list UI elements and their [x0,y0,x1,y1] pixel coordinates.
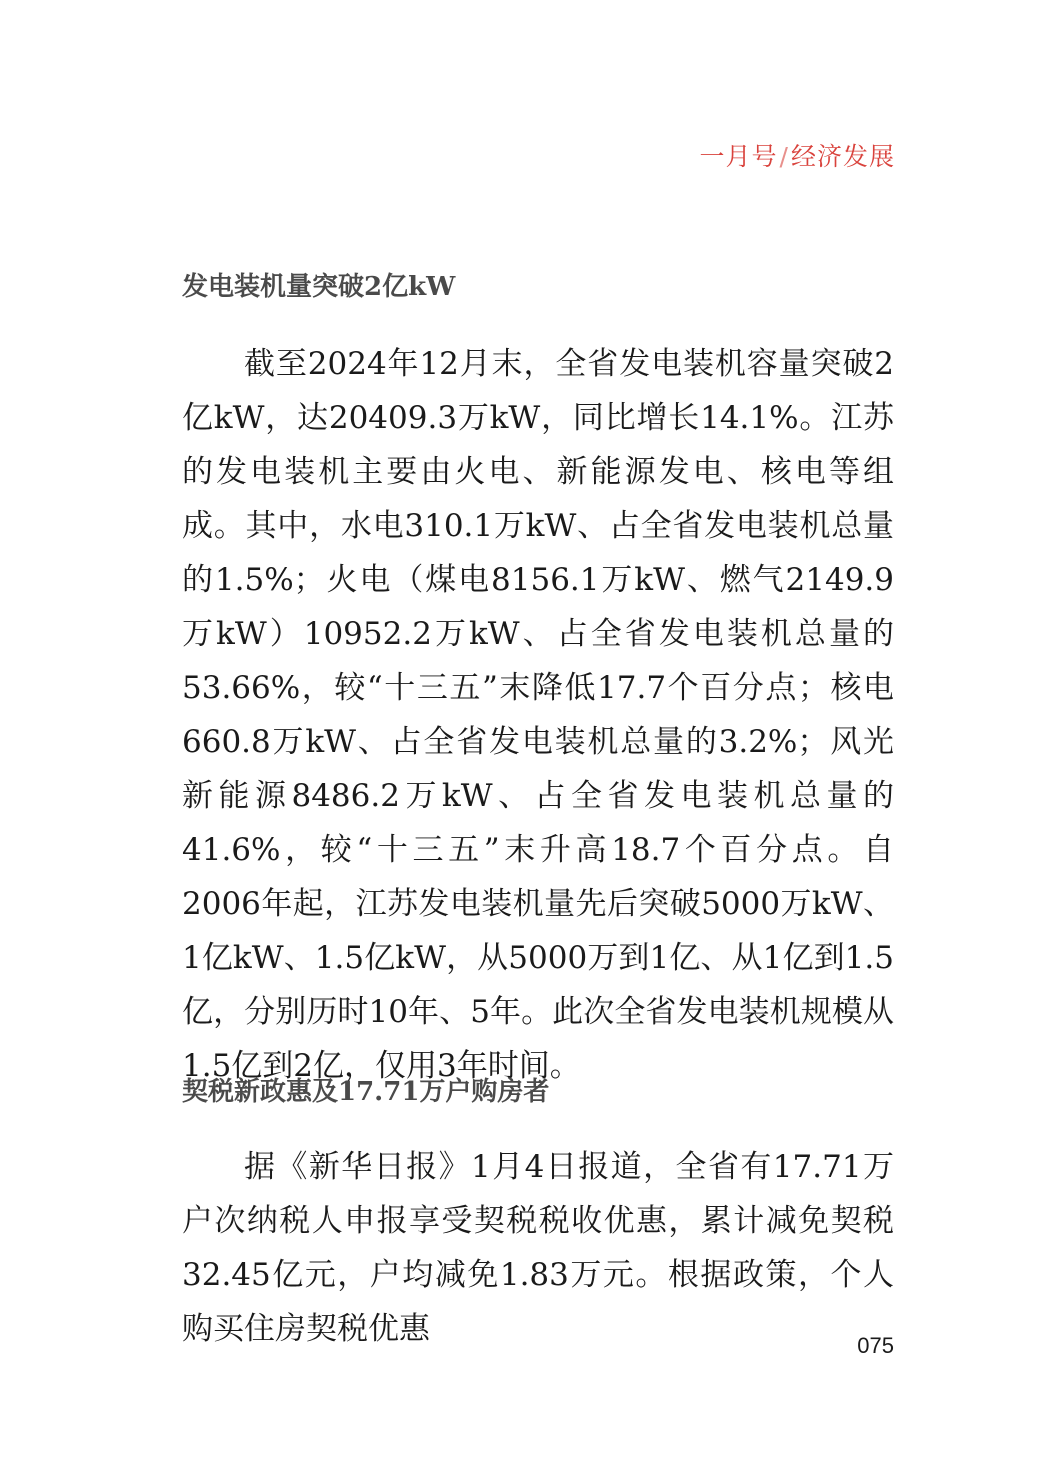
column-label: 经济发展 [790,142,895,171]
article-section-power-capacity [182,270,894,1093]
header-separator: / [779,142,789,171]
section-paragraph: 据《新华日报》1月4日报道，全省有17.71万户次纳税人申报享受契税税收优惠，累计减免契税32.45亿元，户均减免1.83万元。根据政策，个人购买住房契税优惠 [182,1149,894,1347]
article-section-deed-tax [182,1075,894,1356]
issue-label: 一月号 [699,142,778,171]
section-heading: 契税新政惠及17.71万户购房者 [182,1077,550,1107]
page-number: 075 [857,1333,894,1358]
running-header [700,137,895,173]
section-paragraph: 截至2024年12月末，全省发电装机容量突破2亿kW，达20409.3万kW，同比增长14.1%。江苏的发电装机主要由火电、新能源发电、核电等组成。其中，水电310.1万kW、占全省发电装机总量的1.5%；火电（煤电8156.1万kW、燃气2149.9万kW）10952.2万kW、占全省发电装机总量的53.66%，较“十三五”末降低17.7个百分点；核电660.8万kW、占全省发电装机总量的3.2%；风光新能源8486.2万kW、占全省发电装机总量的41.6%，较“十三五”末升高18.7个百分点。自2006年起，江苏发电装机量先后突破5000万kW、1亿kW、1.5亿kW，从5000万到1亿、从1亿到1.5亿，分别历时10年、5年。此次全省发电装机规模从1.5亿到2亿，仅用3年时间。 [182,346,894,1084]
section-heading: 发电装机量突破2亿kW [182,272,456,302]
